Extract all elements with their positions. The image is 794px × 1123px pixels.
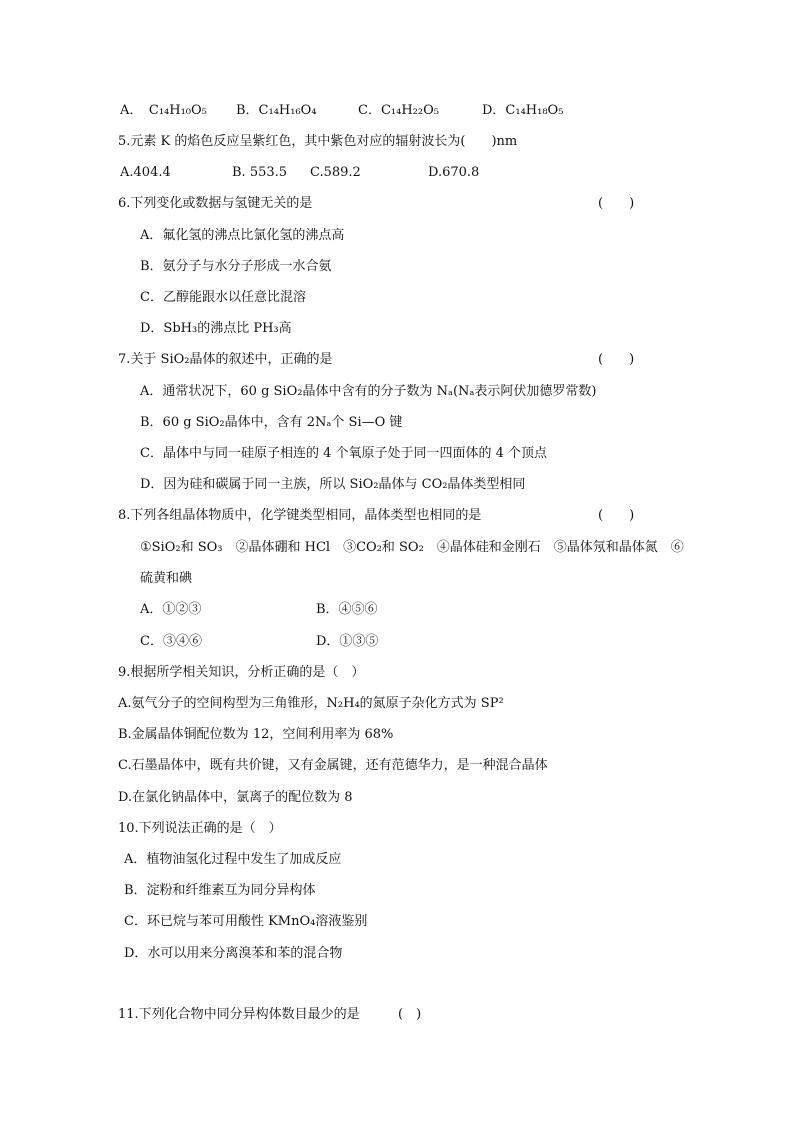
q11-answer-paren: ( )	[398, 1007, 422, 1022]
q6-option-c: C．乙醇能跟水以任意比混溶	[140, 290, 306, 305]
q9-option-b: B.金属晶体铜配位数为 12，空间利用率为 68%	[118, 727, 394, 742]
q11-stem: 11.下列化合物中同分异构体数目最少的是	[118, 1007, 360, 1022]
q7-option-b: B．60 g SiO₂晶体中，含有 2Nₐ个 Si—O 键	[140, 415, 403, 430]
q5-stem: 5.元素 K 的焰色反应呈紫红色，其中紫色对应的辐射波长为( )nm	[118, 134, 518, 149]
q10-option-a: A．植物油氢化过程中发生了加成反应	[124, 852, 342, 867]
q4-option-d: D．C₁₄H₁₈O₅	[482, 103, 564, 118]
q6-answer-paren: ( )	[598, 196, 635, 211]
q5-option-a: A.404.4	[120, 165, 171, 180]
q8-answer-paren: ( )	[598, 508, 635, 523]
q9-option-c: C.石墨晶体中，既有共价键，又有金属键，还有范德华力，是一种混合晶体	[118, 758, 548, 773]
q8-stem: 8.下列各组晶体物质中，化学键类型相同，晶体类型也相同的是	[118, 508, 482, 523]
q7-option-a: A．通常状况下，60 g SiO₂晶体中含有的分子数为 Nₐ(Nₐ表示阿伏加德罗常数)	[140, 384, 597, 399]
q7-option-d: D．因为硅和碳属于同一主族，所以 SiO₂晶体与 CO₂晶体类型相同	[140, 477, 526, 492]
q9-option-d: D.在氯化钠晶体中，氯离子的配位数为 8	[118, 790, 353, 805]
q6-option-b: B．氨分子与水分子形成一水合氨	[140, 259, 332, 274]
q4-option-b: B．C₁₄H₁₆O₄	[236, 103, 317, 118]
q10-option-c: C．环已烷与苯可用酸性 KMnO₄溶液鉴别	[124, 914, 368, 929]
q5-option-d: D.670.8	[428, 165, 480, 180]
q8-list-line-1: ①SiO₂和 SO₃ ②晶体硼和 HCl ③CO₂和 SO₂ ④晶体硅和金刚石 ⑤晶体氖和晶体氮 ⑥	[140, 540, 684, 555]
q6-option-d: D．SbH₃的沸点比 PH₃高	[140, 321, 292, 336]
q6-stem: 6.下列变化或数据与氢键无关的是	[118, 196, 313, 211]
q10-option-b: B．淀粉和纤维素互为同分异构体	[124, 883, 316, 898]
q8-option-a: A．①②③	[140, 602, 202, 617]
q4-option-a: A． C₁₄H₁₀O₅	[120, 103, 207, 118]
q7-option-c: C．晶体中与同一硅原子相连的 4 个氧原子处于同一四面体的 4 个顶点	[140, 446, 548, 461]
q10-stem: 10.下列说法正确的是（ ）	[118, 821, 282, 836]
q4-option-c: C．C₁₄H₂₂O₅	[358, 103, 439, 118]
q9-stem: 9.根据所学相关知识，分析正确的是（ ）	[118, 665, 365, 680]
q8-list-line-2: 硫黄和碘	[140, 571, 193, 586]
q8-option-d: D．①③⑤	[316, 634, 379, 649]
q9-option-a: A.氨气分子的空间构型为三角锥形，N₂H₄的氮原子杂化方式为 SP²	[118, 696, 504, 711]
q7-stem: 7.关于 SiO₂晶体的叙述中，正确的是	[118, 352, 333, 367]
q5-option-c: C.589.2	[310, 165, 361, 180]
q10-option-d: D．水可以用来分离溴苯和苯的混合物	[124, 946, 343, 961]
q5-option-b: B. 553.5	[232, 165, 288, 180]
q8-option-c: C．③④⑥	[140, 634, 202, 649]
q7-answer-paren: ( )	[598, 352, 635, 367]
q8-option-b: B．④⑤⑥	[316, 602, 378, 617]
q6-option-a: A．氟化氢的沸点比氯化氢的沸点高	[140, 228, 345, 243]
